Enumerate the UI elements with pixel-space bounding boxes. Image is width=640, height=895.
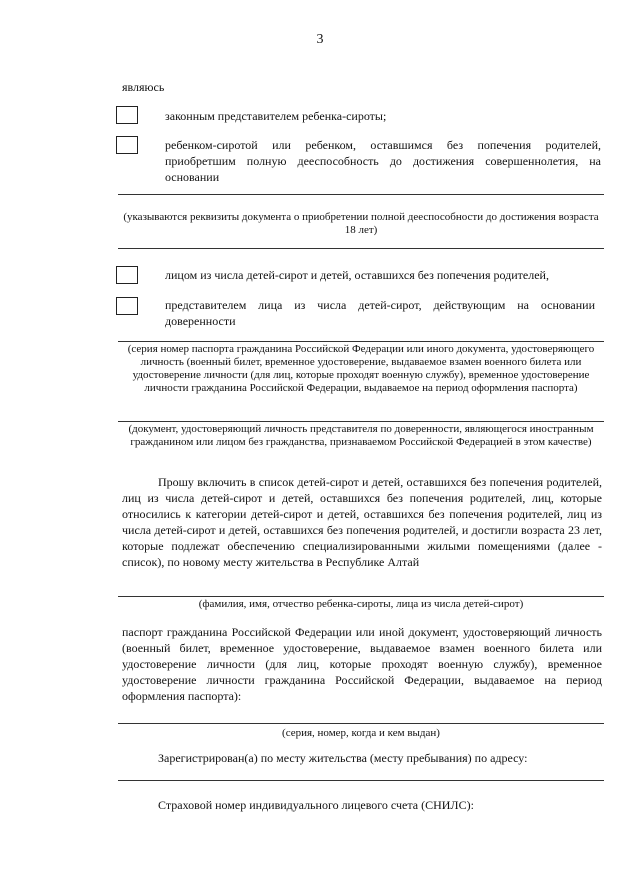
checkbox-orphan-capable[interactable] (116, 136, 138, 154)
caption-capacity-doc: (указываются реквизиты документа о приобретении полной дееспособности до достижения возраста 18 лет) (123, 211, 599, 236)
caption-passport: (серия номер паспорта гражданина Российской Федерации или иного документа, удостоверяющего личность (военный билет, временное удостоверение, выдаваемое взамен военного билета или удостоверение личности (для лиц, которые проходят военную службу), временное удостоверение личности гражданина Российской Федерации, выдаваемое на период оформления паспорта) (127, 343, 595, 394)
request-paragraph: Прошу включить в список детей-сирот и детей, оставшихся без попечения родителей, лиц из числа детей-сирот и детей, оставшихся без попечения родителей, лиц, которые относились к категории детей-сирот и детей, оставшихся без попечения родителей, лиц из числа детей-сирот и детей, оставшихся без попечения родителей, и достигли возраста 23 лет, которые подлежат обеспечению специализированными жилыми помещениями (далее - список), по новому месту жительства в Республике Алтай (122, 475, 602, 569)
option-legal-representative: законным представителем ребенка-сироты; (165, 109, 387, 123)
checkbox-legal-representative[interactable] (116, 106, 138, 124)
intro-text: являюсь (122, 80, 165, 94)
page-number: 3 (316, 32, 324, 47)
registered-label: Зарегистрирован(а) по месту жительства (месту пребывания) по адресу: (158, 751, 528, 765)
address-line[interactable] (118, 780, 604, 781)
foreign-doc-line[interactable] (118, 421, 604, 422)
fio-line[interactable] (118, 596, 604, 597)
option-representative: представителем лица из числа детей-сирот, действующим на основании доверенности (165, 298, 595, 328)
checkbox-representative[interactable] (116, 297, 138, 315)
capacity-doc-line-2[interactable] (118, 248, 604, 249)
caption-fio: (фамилия, имя, отчество ребенка-сироты, лица из числа детей-сирот) (198, 598, 524, 610)
caption-foreign-doc: (документ, удостоверяющий личность представителя по доверенности, являющегося иностранным гражданином или лицом без гражданства, признаваемом Российской Федерацией в этом качестве) (128, 423, 594, 448)
passport-line[interactable] (118, 341, 604, 342)
snils-label: Страховой номер индивидуального лицевого счета (СНИЛС): (158, 798, 474, 812)
caption-passport-series: (серия, номер, когда и кем выдан) (282, 727, 440, 739)
checkbox-orphan-person[interactable] (116, 266, 138, 284)
capacity-doc-line[interactable] (118, 194, 604, 195)
passport-paragraph: паспорт гражданина Российской Федерации или иной документ, удостоверяющий личность (военный билет, временное удостоверение, выдаваемое взамен военного билета или удостоверение личности (для лиц, которые проходят военную службу), временное удостоверение личности гражданина Российской Федерации, выдаваемое на период оформления паспорта): (122, 625, 602, 703)
passport-series-line[interactable] (118, 723, 604, 724)
option-orphan-capable: ребенком-сиротой или ребенком, оставшимся без попечения родителей, приобретшим полную дееспособность до достижения совершеннолетия, на основании (165, 138, 601, 184)
option-orphan-person: лицом из числа детей-сирот и детей, оставшихся без попечения родителей, (165, 268, 549, 282)
